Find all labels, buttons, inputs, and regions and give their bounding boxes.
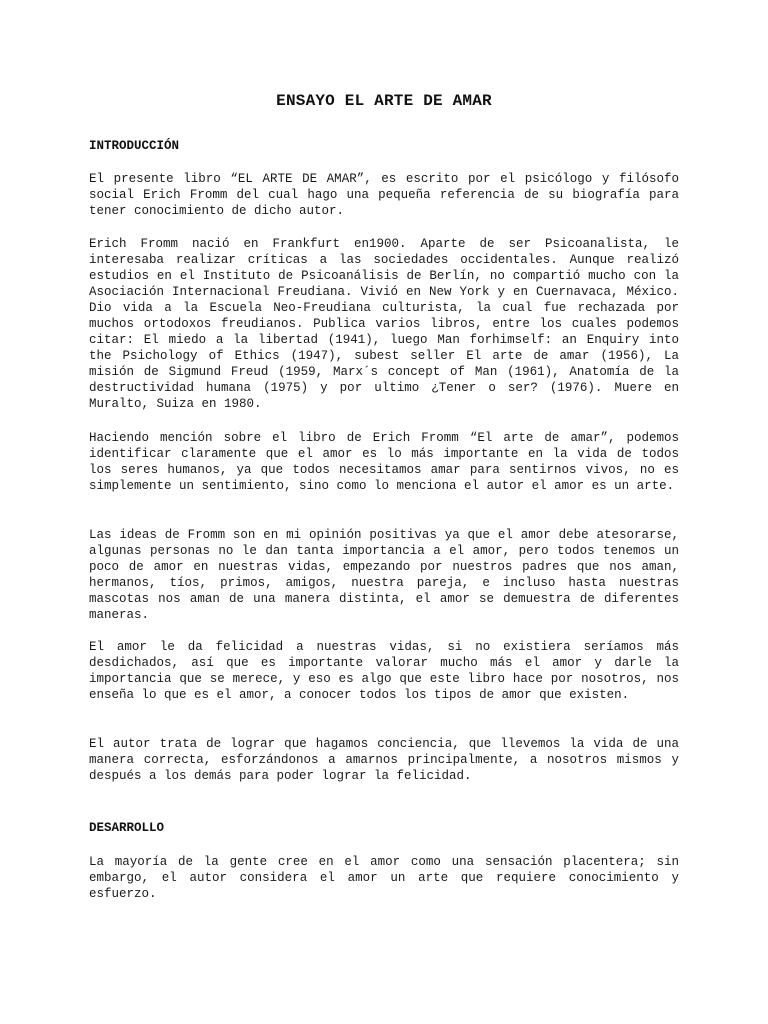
paragraph-intro-2: Erich Fromm nació en Frankfurt en1900. Aparte de ser Psicoanalista, le interesaba realizar críticas a las sociedades occidentales. Aunque realizó estudios en el Instituto de Psicoanálisis de Berlín, no compartió mucho con la Asociación Internacional Freudiana. Vivió en New York y en Cuernavaca, México. Dio vida a la Escuela Neo-Freudiana culturista, la cual fue rechazada por muchos ortodoxos freudianos. Publica varios libros, entre los cuales podemos citar: El miedo a la libertad (1941), luego Man forhimself: an Enquiry into the Psichology of Ethics (1947), subest seller El arte de amar (1956), La misión de Sigmund Freud (1959, Marx´s concept of Man (1961), Anatomía de la destructividad humana (1975) y por ultimo ¿Tener o ser? (1976). Muere en Muralto, Suiza en 1980.: [89, 237, 679, 411]
document-title: ENSAYO EL ARTE DE AMAR: [276, 92, 492, 110]
paragraph-intro-6: El autor trata de lograr que hagamos conciencia, que llevemos la vida de una manera correcta, esforzándonos a amarnos principalmente, a nosotros mismos y después a los demás para poder lograr la felicidad.: [89, 737, 679, 783]
section-heading-desarrollo: DESARROLLO: [89, 821, 165, 835]
paragraph-intro-1: El presente libro “EL ARTE DE AMAR”, es escrito por el psicólogo y filósofo social Erich Fromm del cual hago una pequeña referencia de su biografía para tener conocimiento de dicho autor.: [89, 172, 679, 218]
paragraph-intro-4: Las ideas de Fromm son en mi opinión positivas ya que el amor debe atesorarse, algunas personas no le dan tanta importancia a el amor, pero todos tenemos un poco de amor en nuestras vidas, empezando por nuestros padres que nos aman, hermanos, tíos, primos, amigos, nuestra pareja, e incluso hasta nuestras mascotas nos aman de una manera distinta, el amor se demuestra de diferentes maneras.: [89, 528, 679, 622]
paragraph-intro-3: Haciendo mención sobre el libro de Erich Fromm “El arte de amar”, podemos identificar claramente que el amor es lo más importante en la vida de todos los seres humanos, ya que todos necesitamos amar para sentirnos vivos, no es simplemente un sentimiento, sino como lo menciona el autor el amor es un arte.: [89, 431, 679, 493]
section-heading-introduccion: INTRODUCCIÓN: [89, 139, 180, 153]
paragraph-intro-5: El amor le da felicidad a nuestras vidas, si no existiera seríamos más desdichados, así que es importante valorar mucho más el amor y darle la importancia que se merece, y eso es algo que este libro hace por nosotros, nos enseña lo que es el amor, a conocer todos los tipos de amor que existen.: [89, 640, 679, 702]
paragraph-desarrollo-1: La mayoría de la gente cree en el amor como una sensación placentera; sin embargo, el autor considera el amor un arte que requiere conocimiento y esfuerzo.: [89, 855, 679, 901]
